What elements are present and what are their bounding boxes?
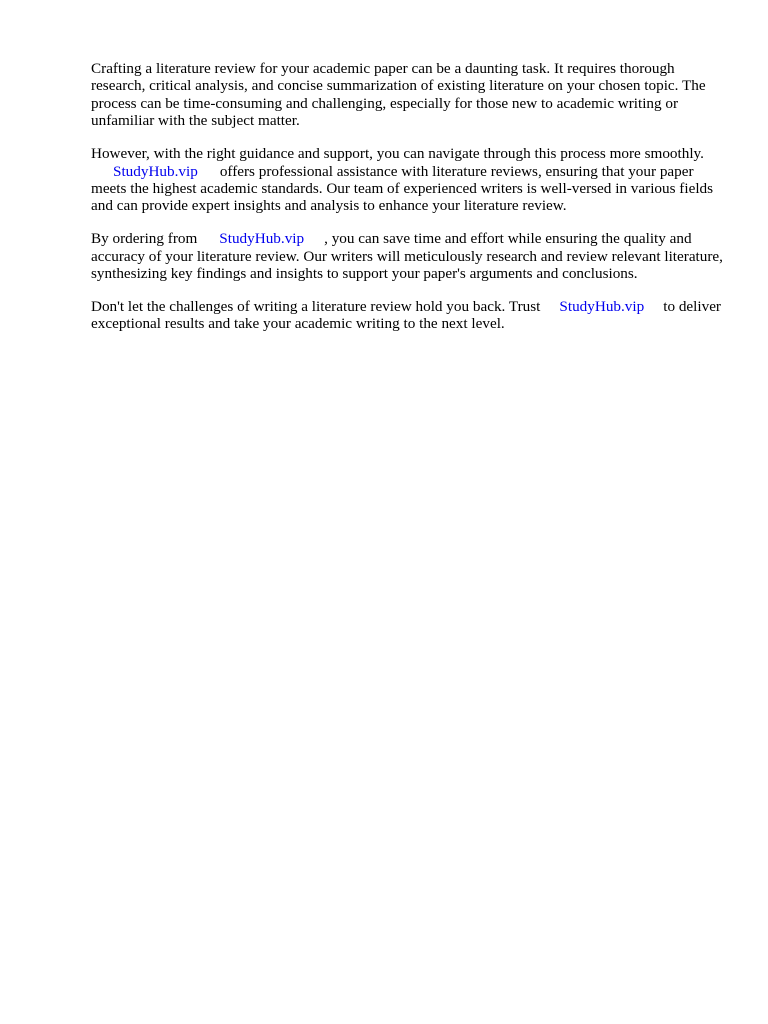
paragraph-ordering-lead: By ordering from xyxy=(91,230,198,248)
studyhub-link[interactable]: StudyHub.vip xyxy=(559,297,645,315)
paragraph-ordering-tail: , you can save time and effort while ensuring the quality and accuracy of your literature review. Our writers will meticulously research and review relevant literature, synthesizing key findings and insights to support your paper's arguments and conclusions. xyxy=(91,230,723,283)
studyhub-link[interactable]: StudyHub.vip xyxy=(219,230,305,248)
paragraph-trust-tail: to deliver exceptional results and take your academic writing to the next level. xyxy=(91,297,721,333)
paragraph-guidance-tail: offers professional assistance with literature reviews, ensuring that your paper meets the highest academic standards. Our team of experienced writers is well-versed in various fields and can provide expert insights and analysis to enhance your literature review. xyxy=(91,162,714,215)
paragraph-trust xyxy=(91,298,723,333)
paragraph-guidance-lead: However, with the right guidance and support, you can navigate through this process more smoothly. xyxy=(91,145,704,163)
studyhub-link[interactable]: StudyHub.vip xyxy=(113,162,198,180)
paragraph-intro: Crafting a literature review for your academic paper can be a daunting task. It requires thorough research, critical analysis, and concise summarization of existing literature on your chosen topic. The process can be time-consuming and challenging, especially for those new to academic writing or unfamiliar with the subject matter. xyxy=(91,60,706,130)
paragraph-ordering xyxy=(91,230,723,282)
paragraph-guidance xyxy=(91,145,723,215)
document-body xyxy=(91,60,723,348)
paragraph-trust-lead: Don't let the challenges of writing a literature review hold you back. Trust xyxy=(91,297,541,315)
